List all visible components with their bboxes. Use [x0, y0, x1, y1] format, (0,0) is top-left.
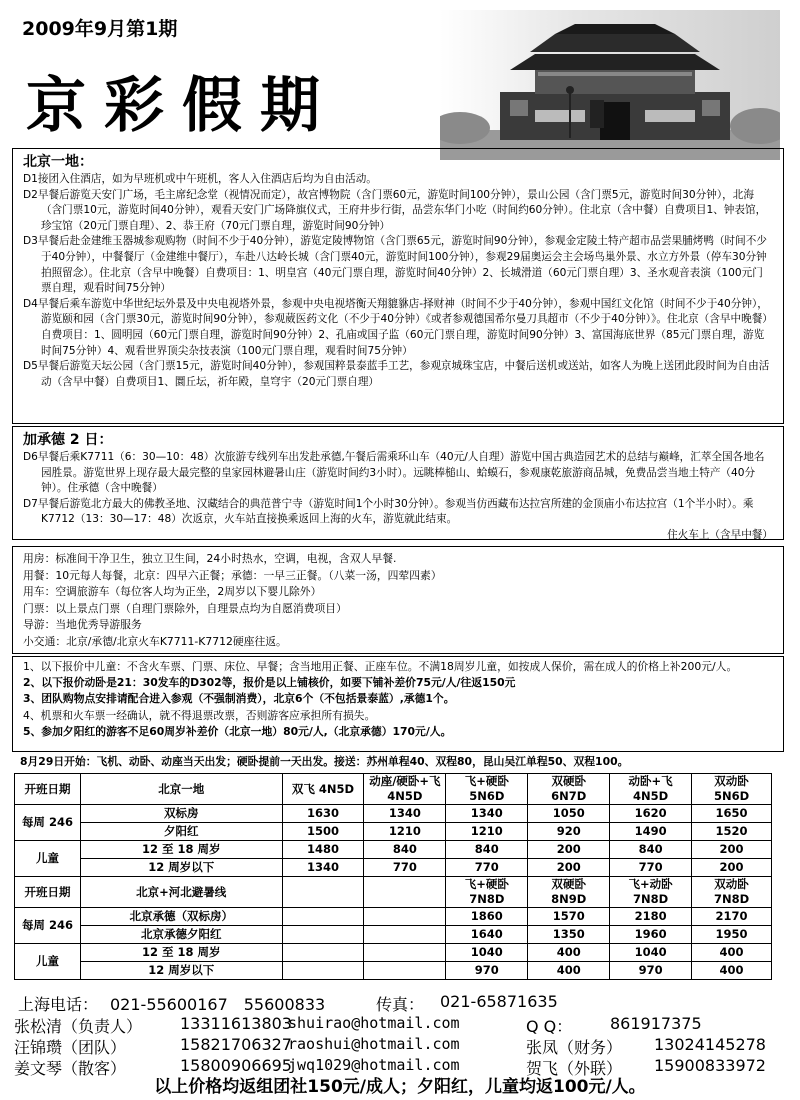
standard-vehicle: 用车：空调旅游车（每位客人均为正坐，2周岁以下婴儿除外） — [23, 585, 322, 599]
table2-header-2-sub: 8N9D — [551, 892, 587, 906]
empty-cell — [282, 944, 364, 962]
empty-cell — [364, 944, 446, 962]
price-cell: 1340 — [364, 805, 446, 823]
price-cell: 1480 — [282, 841, 364, 859]
table2-header-1 — [446, 877, 528, 908]
price-cell: 1860 — [446, 908, 528, 926]
price-cell: 1640 — [446, 926, 528, 944]
table1-header-1-top: 双飞 4N5D — [291, 781, 355, 796]
price-cell: 1340 — [446, 805, 528, 823]
contact-name: 汪锦瓒（团队） — [14, 1038, 127, 1057]
standard-lodging: 用房：标准间干净卫生，独立卫生间，24小时热水，空调，电视，含双人早餐. — [23, 552, 397, 565]
price-cell: 840 — [446, 841, 528, 859]
table-row — [15, 962, 772, 980]
empty-cell — [282, 877, 364, 908]
beijing-section-title: 北京一地： — [23, 154, 93, 170]
empty-cell — [282, 926, 364, 944]
table2-header-4-sub: 7N8D — [713, 892, 750, 906]
note-1: 1、以下报价中儿童：不含火车票、门票、床位、早餐；含当地用正餐、正座车位。不满18周岁儿童，如按成人保价，需在成人的价格上补200元/人。 — [23, 660, 738, 673]
table2-header-2-top: 双硬卧 — [551, 877, 586, 891]
phone-label: 上海电话： — [18, 995, 99, 1014]
price-cell: 2180 — [610, 908, 692, 926]
table2-header-3 — [610, 877, 692, 908]
table2-group-children: 儿童 — [15, 944, 81, 980]
table1-header-6-sub: 5N6D — [713, 789, 750, 803]
table-row — [15, 823, 772, 841]
table1-group-children: 儿童 — [15, 841, 81, 877]
table1-header-2-top: 动座/硬卧+飞 — [369, 774, 441, 788]
standard-transport: 小交通：北京/承德/北京火车K7711-K7712硬座往返。 — [23, 634, 287, 648]
contact-phone: 15800906695 — [180, 1056, 292, 1075]
table-row — [15, 859, 772, 877]
price-cell: 1340 — [282, 859, 364, 877]
price-cell: 2170 — [692, 908, 772, 926]
row-label: 北京承德夕阳红 — [80, 926, 282, 944]
rebate-footer: 以上价格均返组团社150元/成人；夕阳红，儿童均返100元/人。 — [154, 1077, 646, 1097]
fax-number: 021-65871635 — [440, 992, 558, 1011]
table1-header-4-sub: 6N7D — [551, 789, 587, 803]
contact-name: 张松清（负责人） — [14, 1017, 143, 1036]
beijing-day-5: D5早餐后游览天坛公园（含门票15元，游览时间40分钟），参观国粹景泰蓝手工艺，参观京城珠宝店，中餐后送机或送站，如客人为晚上送团此段时间为自由活动（含早中餐）自费项目1、圜丘坛，祈年殿，皇穹宇（20元门票自理） — [23, 360, 770, 388]
table1-header-4 — [528, 774, 610, 805]
empty-cell — [282, 908, 364, 926]
empty-cell — [364, 962, 446, 980]
price-cell: 200 — [692, 841, 772, 859]
table2-header-1-sub: 7N8D — [469, 892, 505, 906]
price-cell: 1210 — [446, 823, 528, 841]
table1-header-5 — [610, 774, 692, 805]
contact-email[interactable]: jwq1029@hotmail.com — [288, 1056, 460, 1074]
contact-email[interactable]: raoshui@hotmail.com — [288, 1035, 460, 1053]
empty-cell — [364, 908, 446, 926]
phone-numbers: 021-55600167 55600833 — [110, 995, 326, 1014]
table1-header-5-sub: 4N5D — [633, 789, 669, 803]
contact-name: 贺飞（外联） — [526, 1059, 623, 1078]
row-label: 12 至 18 周岁 — [80, 841, 282, 859]
row-label: 12 周岁以下 — [80, 962, 282, 980]
price-cell: 1210 — [364, 823, 446, 841]
table1-header-1 — [282, 774, 364, 805]
table1-header-6-top: 双动卧 — [714, 774, 749, 788]
contact-phone: 13024145278 — [654, 1035, 766, 1054]
service-standards-section — [12, 546, 784, 654]
price-cell: 840 — [610, 841, 692, 859]
table1-header-6 — [692, 774, 772, 805]
notes-section — [12, 656, 784, 752]
table1-header-3-sub: 5N6D — [469, 789, 505, 803]
empty-cell — [364, 926, 446, 944]
note-2: 2、以下报价动卧是21：30发车的D302等，报价是以上铺核价，如要下铺补差价75元/人/往返150元 — [23, 676, 516, 690]
price-cell: 840 — [364, 841, 446, 859]
price-cell: 1950 — [692, 926, 772, 944]
price-cell: 1040 — [610, 944, 692, 962]
beijing-itinerary-section — [12, 148, 784, 424]
price-cell: 1040 — [446, 944, 528, 962]
beijing-day-2: D2早餐后游览天安门广场，毛主席纪念堂（视情况而定），故宫博物院（含门票60元，游览时间100分钟），景山公园（含门票5元，游览时间30分钟），北海（含门票10元，游览时间40分钟），观看天安门广场降旗仪式，王府井步行街，品尝东华门小吃（时间约60分钟）。住北京（含中餐）自费项目1、钟表馆，珍宝馆（20元门票自理）、2、恭王府（70元门票自理，游览时间90分钟） — [23, 188, 767, 232]
price-cell: 1050 — [528, 805, 610, 823]
contact-phone: 15900833972 — [654, 1056, 766, 1075]
price-cell: 770 — [364, 859, 446, 877]
contact-email[interactable]: shuirao@hotmail.com — [288, 1014, 460, 1032]
table1-group-weekly: 每周 246 — [15, 805, 81, 841]
price-cell: 200 — [692, 859, 772, 877]
empty-cell — [282, 962, 364, 980]
chengde-stay-note: 住火车上（含早中餐） — [667, 528, 773, 541]
table-row — [15, 805, 772, 823]
price-cell: 1960 — [610, 926, 692, 944]
tiananmen-gate-illustration — [440, 10, 780, 160]
price-cell: 400 — [692, 962, 772, 980]
note-5: 5、参加夕阳红的游客不足60周岁补差价（北京一地）80元/人,（北京承德）170元/人。 — [23, 724, 452, 738]
contact-name: 张凤（财务） — [526, 1038, 623, 1057]
table2-col-route: 北京+河北避暑线 — [80, 877, 282, 908]
price-table — [14, 773, 772, 980]
table2-header-3-top: 飞+动卧 — [628, 877, 673, 891]
table-row — [15, 841, 772, 859]
beijing-day-1: D1接团入住酒店，如为早班机或中午班机，客人入住酒店后均为自由活动。 — [23, 173, 377, 185]
table1-header-5-top: 动卧+飞 — [628, 774, 673, 788]
price-cell: 1650 — [692, 805, 772, 823]
contact-name: 姜文琴（散客） — [14, 1059, 127, 1078]
fax-label: 传真： — [376, 995, 425, 1014]
table1-header-row — [15, 774, 772, 805]
standard-guide: 导游：当地优秀导游服务 — [23, 618, 142, 632]
table2-header-1-top: 飞+硬卧 — [464, 877, 509, 891]
price-cell: 970 — [610, 962, 692, 980]
issue-label: 2009年9月第1期 — [22, 18, 178, 40]
standard-tickets: 门票：以上景点门票（自理门票除外，自理景点均为自愿消费项目） — [23, 601, 347, 615]
row-label: 双标房 — [80, 805, 282, 823]
table1-col-date: 开班日期 — [15, 774, 81, 805]
table2-header-4 — [692, 877, 772, 908]
row-label: 夕阳红 — [80, 823, 282, 841]
table2-header-4-top: 双动卧 — [714, 877, 749, 891]
table-row — [15, 908, 772, 926]
price-cell: 400 — [692, 944, 772, 962]
qq-label: Q Q： — [526, 1017, 573, 1036]
table1-col-route: 北京一地 — [80, 774, 282, 805]
table2-group-weekly: 每周 246 — [15, 908, 81, 944]
chengde-day-7: D7早餐后游览北方最大的佛教圣地、汉藏结合的典范普宁寺（游览时间1个小时30分钟）。参观当仿西藏布达拉宫所建的金顶庙小布达拉宫（1个半小时）。乘K7712（13：30—17：48）次返京，火车站直接换乘返回上海的火车，游览就此结束。 — [23, 497, 754, 526]
table2-col-date: 开班日期 — [15, 877, 81, 908]
table2-header-3-sub: 7N8D — [633, 892, 669, 906]
price-cell: 1490 — [610, 823, 692, 841]
price-cell: 970 — [446, 962, 528, 980]
table1-header-4-top: 双硬卧 — [551, 774, 586, 788]
table2-header-2 — [528, 877, 610, 908]
price-cell: 1520 — [692, 823, 772, 841]
qq-number: 861917375 — [610, 1014, 702, 1033]
beijing-day-4: D4早餐后乘车游览中华世纪坛外景及中央电视塔外景，参观中央电视塔衡天翔貔貅店-择财神（时间不少于40分钟），参观中国红文化馆（时间不少于40分钟），游览颐和园（含门票30元，游览时间90分钟），参观葳医药文化（不少于40分钟）《或者参观德国希尔曼刀具超市（不少于40分钟）》。住北京（含早中晚餐）自费项目：1、圆明园（60元门票自理，游览时间90分钟）2、孔庙或国子监（60元门票自理，游览时间90分钟）3、富国海底世界（85元门票自理，游览时间75分钟）4、观看世界顶尖杂技表演（100元门票自理，观看时间75分钟） — [23, 297, 773, 357]
note-3: 3、团队购物点安排请配合进入参观（不强制消费），北京6个（不包括景泰蓝）,承德1个。 — [23, 692, 455, 706]
contact-phone: 15821706327 — [180, 1035, 292, 1054]
price-cell: 1630 — [282, 805, 364, 823]
row-label: 12 至 18 周岁 — [80, 944, 282, 962]
table1-header-3-top: 飞+硬卧 — [464, 774, 509, 788]
beijing-day-3: D3早餐后赴金建维玉器城参观购物（时间不少于40分钟），游览定陵博物馆（含门票65元，游览时间90分钟），参观金定陵土特产超市品尝果脯烤鸭（时间不少于40分钟），中餐餐厅（金建维中餐厅），车赴八达岭长城（含门票40元，游览时间100分钟），参观29届奥运会主会场鸟巢外景、水立方外景（停车30分钟拍照留念）。住北京（含早中晚餐）自费项目：1、明皇宫（40元门票自理，游览时间40分钟）2、长城滑道（60元门票自理）3、圣水观音表演（100元门票自理，观看时间75分钟） — [23, 235, 767, 295]
contact-phone: 13311613803 — [180, 1014, 292, 1033]
price-cell: 1620 — [610, 805, 692, 823]
price-cell: 1500 — [282, 823, 364, 841]
departure-and-transfer-note: 8月29日开始：飞机、动卧、动座当天出发；硬卧提前一天出发。接送：苏州单程40、双程80，昆山吴江单程50、双程100。 — [20, 755, 629, 768]
price-cell: 770 — [446, 859, 528, 877]
price-cell: 920 — [528, 823, 610, 841]
price-cell: 400 — [528, 962, 610, 980]
brand-title: 京彩假期 — [26, 71, 338, 141]
price-cell: 400 — [528, 944, 610, 962]
chengde-itinerary-section — [12, 426, 784, 540]
price-cell: 200 — [528, 841, 610, 859]
table-row — [15, 944, 772, 962]
note-4: 4、机票和火车票一经确认，就不得退票改票，否则游客应承担所有损失。 — [23, 708, 376, 722]
row-label: 12 周岁以下 — [80, 859, 282, 877]
price-cell: 200 — [528, 859, 610, 877]
price-cell: 770 — [610, 859, 692, 877]
table2-header-row — [15, 877, 772, 908]
chengde-section-title: 加承德 2 日： — [23, 432, 113, 448]
table-row — [15, 926, 772, 944]
price-cell: 1350 — [528, 926, 610, 944]
chengde-day-6: D6早餐后乘K7711（6：30—10：48）次旅游专线列车出发赴承德,午餐后需乘环山车（40元/人自理）游览中国古典造园艺术的总结与巅峰，汇萃全国各地名园胜景。游览世界上现存最大最完整的皇家园林避暑山庄（游览时间约3小时）。远眺棒槌山、蛤蟆石，参观康乾旅游商品城，免费品尝当地土特产（40分钟）。住承德（含中晚餐） — [23, 451, 765, 495]
table1-header-2 — [364, 774, 446, 805]
empty-cell — [364, 877, 446, 908]
standard-meals: 用餐：10元每人每餐，北京：四早六正餐；承德：一早三正餐。（八菜一汤，四荤四素） — [23, 568, 442, 582]
price-cell: 1570 — [528, 908, 610, 926]
table1-header-2-sub: 4N5D — [387, 789, 423, 803]
table1-header-3 — [446, 774, 528, 805]
row-label: 北京承德（双标房） — [80, 908, 282, 926]
